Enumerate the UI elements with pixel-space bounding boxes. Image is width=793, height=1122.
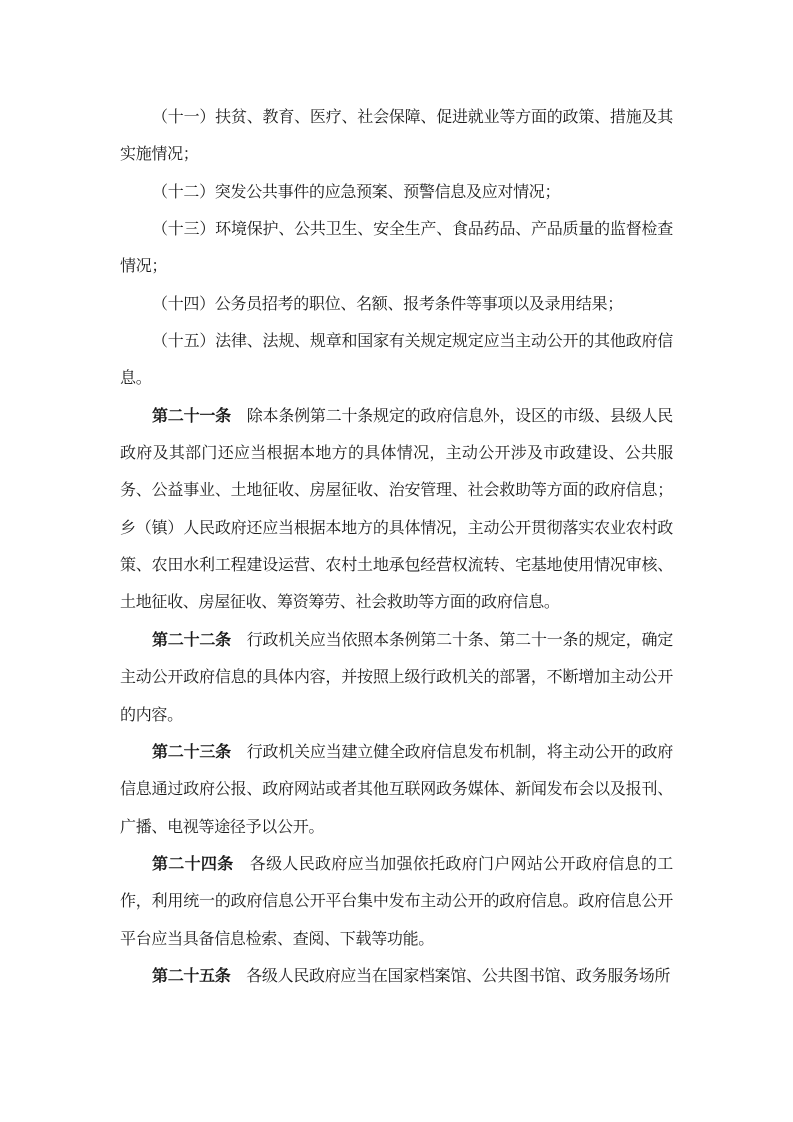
paragraph-text: 各级人民政府应当在国家档案馆、公共图书馆、政务服务场所 <box>230 967 671 985</box>
paragraph <box>120 286 673 323</box>
article-number: 第二十五条 <box>152 967 231 985</box>
article-number: 第二十三条 <box>152 743 231 761</box>
paragraph-text: （十五）法律、法规、规章和国家有关规定规定应当主动公开的其他政府信息。 <box>120 333 673 388</box>
document-body <box>120 99 673 995</box>
paragraph <box>120 323 673 398</box>
paragraph-text: 行政机关应当依照本条例第二十条、第二十一条的规定，确定主动公开政府信息的具体内容，并按照上级行政机关的部署，不断增加主动公开的内容。 <box>120 631 673 724</box>
article-number: 第二十二条 <box>152 631 231 649</box>
paragraph-text: （十一）扶贫、教育、医疗、社会保障、促进就业等方面的政策、措施及其实施情况； <box>120 109 673 164</box>
article-number: 第二十四条 <box>152 855 234 873</box>
paragraph <box>120 174 673 211</box>
paragraph-text: 行政机关应当建立健全政府信息发布机制，将主动公开的政府信息通过政府公报、政府网站或者其他互联网政务媒体、新闻发布会以及报刊、广播、电视等途径予以公开。 <box>120 743 673 836</box>
paragraph <box>120 622 673 734</box>
paragraph <box>120 734 673 846</box>
paragraph-text: （十二）突发公共事件的应急预案、预警信息及应对情况； <box>152 183 561 201</box>
paragraph <box>120 846 673 958</box>
paragraph-text: 各级人民政府应当加强依托政府门户网站公开政府信息的工作，利用统一的政府信息公开平台集中发布主动公开的政府信息。政府信息公开平台应当具备信息检索、查阅、下载等功能。 <box>120 855 673 948</box>
article-number: 第二十一条 <box>152 407 231 425</box>
paragraph-text: 除本条例第二十条规定的政府信息外，设区的市级、县级人民政府及其部门还应当根据本地方的具体情况，主动公开涉及市政建设、公共服务、公益事业、土地征收、房屋征收、治安管理、社会救助等方面的政府信息；乡（镇）人民政府还应当根据本地方的具体情况，主动公开贯彻落实农业农村政策、农田水利工程建设运营、农村土地承包经营权流转、宅基地使用情况审核、土地征收、房屋征收、筹资筹劳、社会救助等方面的政府信息。 <box>120 407 673 612</box>
paragraph <box>120 398 673 622</box>
paragraph <box>120 958 673 995</box>
paragraph <box>120 99 673 174</box>
paragraph <box>120 211 673 286</box>
paragraph-text: （十三）环境保护、公共卫生、安全生产、食品药品、产品质量的监督检查情况； <box>120 221 673 276</box>
paragraph-text: （十四）公务员招考的职位、名额、报考条件等事项以及录用结果； <box>152 295 624 313</box>
